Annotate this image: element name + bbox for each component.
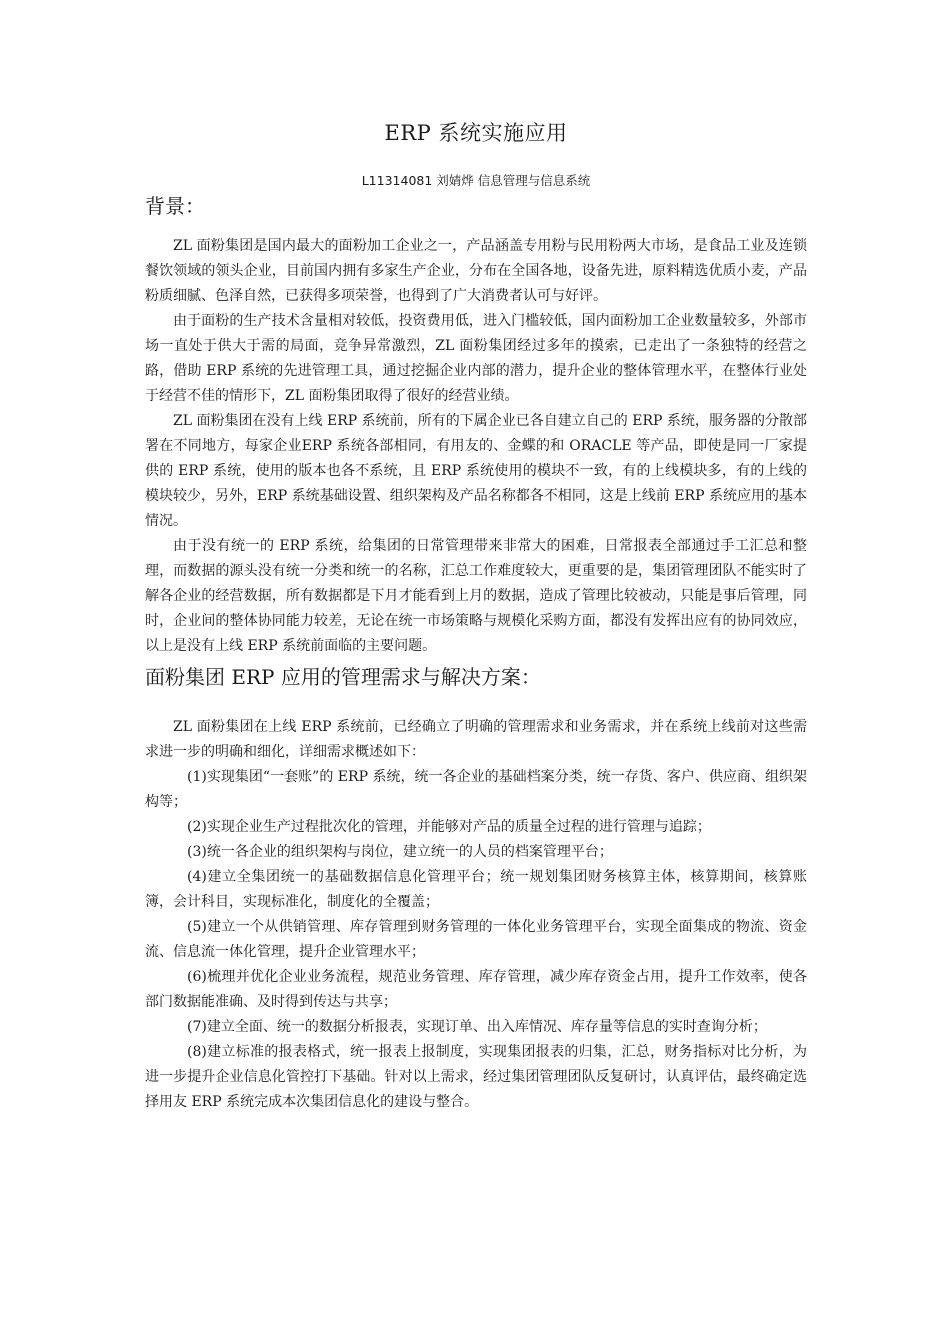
needs-list-item-2: (2)实现企业生产过程批次化的管理，并能够对产品的质量全过程的进行管理与追踪； bbox=[187, 819, 711, 835]
needs-list-item-4: (4)建立全集团统一的基础数据信息化管理平台；统一规划集团财务核算主体，核算期间，核算账簿，会计科目，实现标准化，制度化的全覆盖； bbox=[145, 869, 807, 910]
needs-list-item-1: (1)实现集团“一套账”的 ERP 系统，统一各企业的基础档案分类，统一存货、客户、供应商、组织架构等； bbox=[145, 769, 807, 810]
author-line: L11314081 刘婧烨 信息管理与信息系统 bbox=[361, 173, 591, 188]
background-paragraph-2: 由于面粉的生产技术含量相对较低，投资费用低，进入门槛较低，国内面粉加工企业数量较多，外部市场一直处于供大于需的局面，竞争异常激烈，ZL 面粉集团经过多年的摸索，已走出了一条独特的经营之路，借助 ERP 系统的先进管理工具，通过挖掘企业内部的潜力，提升企业的整体管理水平，在整体行业处于经营不佳的情形下，ZL 面粉集团取得了很好的经营业绩。 bbox=[145, 313, 807, 404]
needs-intro-paragraph: ZL 面粉集团在上线 ERP 系统前，已经确立了明确的管理需求和业务需求，并在系统上线前对这些需求进一步的明确和细化，详细需求概述如下： bbox=[145, 719, 807, 760]
needs-list bbox=[145, 765, 807, 1115]
needs-list-item-7: (7)建立全面、统一的数据分析报表，实现订单、出入库情况、库存量等信息的实时查询分析； bbox=[187, 1019, 767, 1035]
document-page bbox=[145, 118, 807, 1115]
background-paragraph-4: 由于没有统一的 ERP 系统，给集团的日常管理带来非常大的困难，日常报表全部通过手工汇总和整理，而数据的源头没有统一分类和统一的名称，汇总工作难度较大，更重要的是，集团管理团队不能实时了解各企业的经营数据，所有数据都是下月才能看到上月的数据，造成了管理比较被动，只能是事后管理，同时，企业间的整体协同能力较差，无论在统一市场策略与规模化采购方面，都没有发挥出应有的协同效应，以上是没有上线 ERP 系统前面临的主要问题。 bbox=[145, 538, 807, 654]
section-heading-needs: 面粉集团 ERP 应用的管理需求与解决方案： bbox=[145, 665, 541, 689]
background-paragraph-1: ZL 面粉集团是国内最大的面粉加工企业之一，产品涵盖专用粉与民用粉两大市场，是食品工业及连锁餐饮领域的领头企业，目前国内拥有多家生产企业，分布在全国各地，设备先进，原料精选优质小麦，产品粉质细腻、色泽自然，已获得多项荣誉，也得到了广大消费者认可与好评。 bbox=[145, 238, 807, 304]
background-paragraph-3: ZL 面粉集团在没有上线 ERP 系统前，所有的下属企业已各自建立自己的 ERP 系统，服务器的分散部署在不同地方，每家企业ERP 系统各部相同，有用友的、金蝶的和 ORACLE 等产品，即使是同一厂家提供的 ERP 系统，使用的版本也各不系统，且 ERP 系统使用的模块不一致，有的上线模块多，有的上线的模块较少，另外，ERP 系统基础设置、组织架构及产品名称都各不相同，这是上线前 ERP 系统应用的基本情况。 bbox=[145, 413, 807, 529]
needs-list-item-6: (6)梳理并优化企业业务流程，规范业务管理、库存管理，减少库存资金占用，提升工作效率，使各部门数据能准确、及时得到传达与共享； bbox=[145, 969, 807, 1010]
needs-list-item-5: (5)建立一个从供销管理、库存管理到财务管理的一体化业务管理平台，实现全面集成的物流、资金流、信息流一体化管理，提升企业管理水平； bbox=[145, 919, 807, 960]
document-title: ERP 系统实施应用 bbox=[384, 121, 568, 145]
needs-list-item-8: (8)建立标准的报表格式，统一报表上报制度，实现集团报表的归集，汇总，财务指标对比分析，为进一步提升企业信息化管控打下基础。针对以上需求，经过集团管理团队反复研讨，认真评估，最终确定选择用友 ERP 系统完成本次集团信息化的建设与整合。 bbox=[145, 1044, 807, 1110]
needs-list-item-3: (3)统一各企业的组织架构与岗位，建立统一的人员的档案管理平台； bbox=[187, 844, 613, 860]
section-heading-background: 背景： bbox=[145, 194, 205, 218]
